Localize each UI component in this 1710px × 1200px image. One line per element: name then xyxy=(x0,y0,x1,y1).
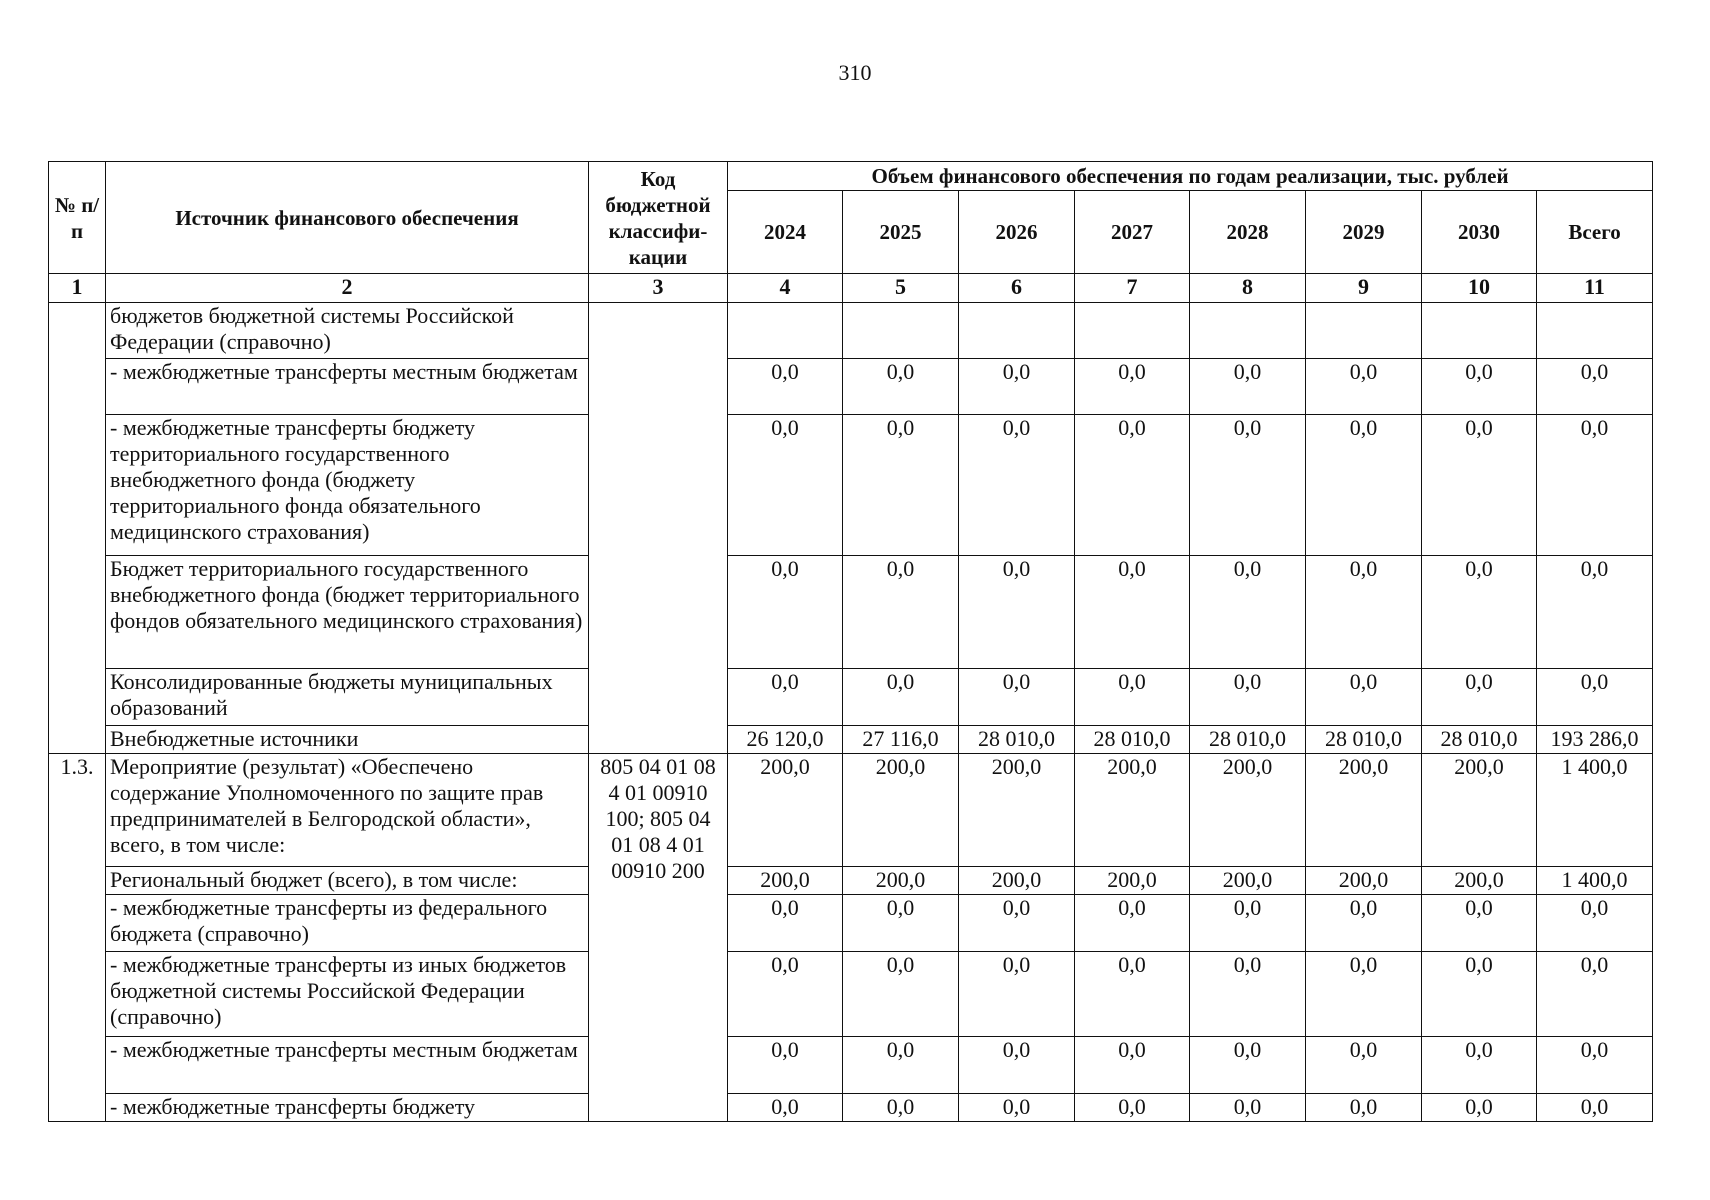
value-cell: 0,0 xyxy=(843,895,959,952)
value-cell xyxy=(1537,303,1653,359)
value-cell: 200,0 xyxy=(843,867,959,895)
table-row xyxy=(49,359,1653,415)
table-row xyxy=(49,1094,1653,1122)
source-cell: - межбюджетные трансферты бюджету территориального государственного внебюджетного фонда (бюджету территориального фонда обязательного медицинского страхования) xyxy=(106,415,589,556)
financing-table xyxy=(48,161,1653,1122)
column-number: 7 xyxy=(1075,274,1190,303)
source-cell: - межбюджетные трансферты местным бюджетам xyxy=(106,1037,589,1094)
value-cell: 0,0 xyxy=(843,415,959,556)
value-cell: 0,0 xyxy=(728,895,843,952)
value-cell: 0,0 xyxy=(1537,669,1653,726)
value-cell: 0,0 xyxy=(1075,895,1190,952)
value-cell: 0,0 xyxy=(728,556,843,669)
value-cell: 1 400,0 xyxy=(1537,867,1653,895)
value-cell: 28 010,0 xyxy=(1306,726,1422,754)
source-cell: - межбюджетные трансферты из иных бюджетов бюджетной системы Российской Федерации (справочно) xyxy=(106,952,589,1037)
value-cell: 0,0 xyxy=(728,359,843,415)
value-cell: 0,0 xyxy=(1422,952,1537,1037)
value-cell: 0,0 xyxy=(728,669,843,726)
value-cell: 0,0 xyxy=(843,1094,959,1122)
value-cell: 28 010,0 xyxy=(1190,726,1306,754)
source-cell: Мероприятие (результат) «Обеспечено содержание Уполномоченного по защите прав предпринимателей в Белгородской области», всего, в том числе: xyxy=(106,754,589,867)
header-year: 2025 xyxy=(843,191,959,274)
value-cell xyxy=(728,303,843,359)
source-cell: бюджетов бюджетной системы Российской Федерации (справочно) xyxy=(106,303,589,359)
table-row xyxy=(49,1037,1653,1094)
column-number: 5 xyxy=(843,274,959,303)
column-number: 2 xyxy=(106,274,589,303)
value-cell: 200,0 xyxy=(1075,754,1190,867)
column-number: 6 xyxy=(959,274,1075,303)
value-cell: 0,0 xyxy=(1422,359,1537,415)
value-cell: 0,0 xyxy=(1075,669,1190,726)
value-cell: 28 010,0 xyxy=(959,726,1075,754)
value-cell xyxy=(843,303,959,359)
value-cell: 200,0 xyxy=(1190,754,1306,867)
source-cell: Внебюджетные источники xyxy=(106,726,589,754)
value-cell: 0,0 xyxy=(1075,1094,1190,1122)
value-cell: 200,0 xyxy=(1306,867,1422,895)
value-cell: 0,0 xyxy=(843,1037,959,1094)
value-cell: 0,0 xyxy=(1190,1037,1306,1094)
value-cell: 0,0 xyxy=(1075,415,1190,556)
value-cell: 0,0 xyxy=(1422,1094,1537,1122)
value-cell: 200,0 xyxy=(728,867,843,895)
value-cell xyxy=(1075,303,1190,359)
header-total: Всего xyxy=(1537,191,1653,274)
value-cell: 0,0 xyxy=(1306,669,1422,726)
column-number-row xyxy=(49,274,1653,303)
value-cell: 0,0 xyxy=(1306,952,1422,1037)
value-cell: 0,0 xyxy=(1422,669,1537,726)
value-cell: 0,0 xyxy=(1306,415,1422,556)
column-number: 3 xyxy=(589,274,728,303)
source-cell: - межбюджетные трансферты из федерального бюджета (справочно) xyxy=(106,895,589,952)
header-year: 2026 xyxy=(959,191,1075,274)
value-cell: 200,0 xyxy=(959,754,1075,867)
value-cell: 0,0 xyxy=(843,669,959,726)
value-cell: 0,0 xyxy=(1190,556,1306,669)
value-cell: 0,0 xyxy=(1075,359,1190,415)
code-cell: 805 04 01 08 4 01 00910 100; 805 04 01 08 4 01 00910 200 xyxy=(589,754,728,1122)
value-cell xyxy=(959,303,1075,359)
value-cell: 0,0 xyxy=(728,1094,843,1122)
value-cell xyxy=(1422,303,1537,359)
table-row xyxy=(49,867,1653,895)
column-number: 9 xyxy=(1306,274,1422,303)
table-row xyxy=(49,669,1653,726)
value-cell: 200,0 xyxy=(1190,867,1306,895)
header-year: 2028 xyxy=(1190,191,1306,274)
column-number: 1 xyxy=(49,274,106,303)
value-cell: 193 286,0 xyxy=(1537,726,1653,754)
value-cell: 200,0 xyxy=(1422,754,1537,867)
column-number: 4 xyxy=(728,274,843,303)
value-cell: 0,0 xyxy=(843,952,959,1037)
value-cell: 0,0 xyxy=(1306,556,1422,669)
table-row xyxy=(49,726,1653,754)
source-cell: Региональный бюджет (всего), в том числе: xyxy=(106,867,589,895)
value-cell: 0,0 xyxy=(1190,415,1306,556)
value-cell: 0,0 xyxy=(1422,556,1537,669)
value-cell: 200,0 xyxy=(1422,867,1537,895)
header-no: № п/п xyxy=(49,162,106,274)
column-number: 8 xyxy=(1190,274,1306,303)
table-row xyxy=(49,303,1653,359)
value-cell: 0,0 xyxy=(1075,1037,1190,1094)
value-cell: 200,0 xyxy=(843,754,959,867)
value-cell xyxy=(1190,303,1306,359)
table-row xyxy=(49,754,1653,867)
value-cell: 0,0 xyxy=(1306,895,1422,952)
value-cell: 200,0 xyxy=(959,867,1075,895)
header-source: Источник финансового обеспечения xyxy=(106,162,589,274)
value-cell xyxy=(1306,303,1422,359)
value-cell: 0,0 xyxy=(959,669,1075,726)
value-cell: 0,0 xyxy=(1075,952,1190,1037)
value-cell: 0,0 xyxy=(1190,359,1306,415)
source-cell: Бюджет территориального государственного внебюджетного фонда (бюджет территориального фондов обязательного медицинского страхования) xyxy=(106,556,589,669)
row-number-cell xyxy=(49,303,106,754)
value-cell: 0,0 xyxy=(1190,952,1306,1037)
table-row xyxy=(49,952,1653,1037)
source-cell: Консолидированные бюджеты муниципальных образований xyxy=(106,669,589,726)
table-row xyxy=(49,415,1653,556)
value-cell: 0,0 xyxy=(959,359,1075,415)
value-cell: 0,0 xyxy=(728,952,843,1037)
value-cell: 0,0 xyxy=(959,556,1075,669)
header-year: 2030 xyxy=(1422,191,1537,274)
row-number-cell: 1.3. xyxy=(49,754,106,1122)
table-row xyxy=(49,556,1653,669)
value-cell: 0,0 xyxy=(959,415,1075,556)
value-cell: 0,0 xyxy=(1075,556,1190,669)
value-cell: 0,0 xyxy=(1306,1037,1422,1094)
value-cell: 26 120,0 xyxy=(728,726,843,754)
value-cell: 0,0 xyxy=(728,415,843,556)
code-cell xyxy=(589,303,728,754)
value-cell: 0,0 xyxy=(843,556,959,669)
column-number: 10 xyxy=(1422,274,1537,303)
value-cell: 0,0 xyxy=(1422,1037,1537,1094)
value-cell: 0,0 xyxy=(1537,895,1653,952)
table-row xyxy=(49,895,1653,952)
column-number: 11 xyxy=(1537,274,1653,303)
page-number: 310 xyxy=(838,60,872,85)
value-cell: 0,0 xyxy=(959,952,1075,1037)
header-year: 2027 xyxy=(1075,191,1190,274)
value-cell: 0,0 xyxy=(1190,895,1306,952)
value-cell: 0,0 xyxy=(1190,669,1306,726)
source-cell: - межбюджетные трансферты местным бюджетам xyxy=(106,359,589,415)
value-cell: 0,0 xyxy=(1306,359,1422,415)
value-cell: 0,0 xyxy=(1537,415,1653,556)
value-cell: 200,0 xyxy=(728,754,843,867)
header-year: 2024 xyxy=(728,191,843,274)
header-code: Код бюджетной классифи-кации xyxy=(589,162,728,274)
header-year: 2029 xyxy=(1306,191,1422,274)
value-cell: 1 400,0 xyxy=(1537,754,1653,867)
value-cell: 0,0 xyxy=(959,1037,1075,1094)
value-cell: 28 010,0 xyxy=(1075,726,1190,754)
value-cell: 0,0 xyxy=(1306,1094,1422,1122)
value-cell: 200,0 xyxy=(1075,867,1190,895)
value-cell: 0,0 xyxy=(1422,415,1537,556)
value-cell: 0,0 xyxy=(1537,1037,1653,1094)
value-cell: 200,0 xyxy=(1306,754,1422,867)
value-cell: 0,0 xyxy=(1537,1094,1653,1122)
value-cell: 27 116,0 xyxy=(843,726,959,754)
value-cell: 0,0 xyxy=(959,1094,1075,1122)
value-cell: 0,0 xyxy=(1190,1094,1306,1122)
value-cell: 0,0 xyxy=(1422,895,1537,952)
value-cell: 28 010,0 xyxy=(1422,726,1537,754)
value-cell: 0,0 xyxy=(1537,952,1653,1037)
value-cell: 0,0 xyxy=(728,1037,843,1094)
header-volume: Объем финансового обеспечения по годам реализации, тыс. рублей xyxy=(728,162,1653,191)
value-cell: 0,0 xyxy=(959,895,1075,952)
value-cell: 0,0 xyxy=(1537,359,1653,415)
value-cell: 0,0 xyxy=(843,359,959,415)
source-cell: - межбюджетные трансферты бюджету xyxy=(106,1094,589,1122)
value-cell: 0,0 xyxy=(1537,556,1653,669)
